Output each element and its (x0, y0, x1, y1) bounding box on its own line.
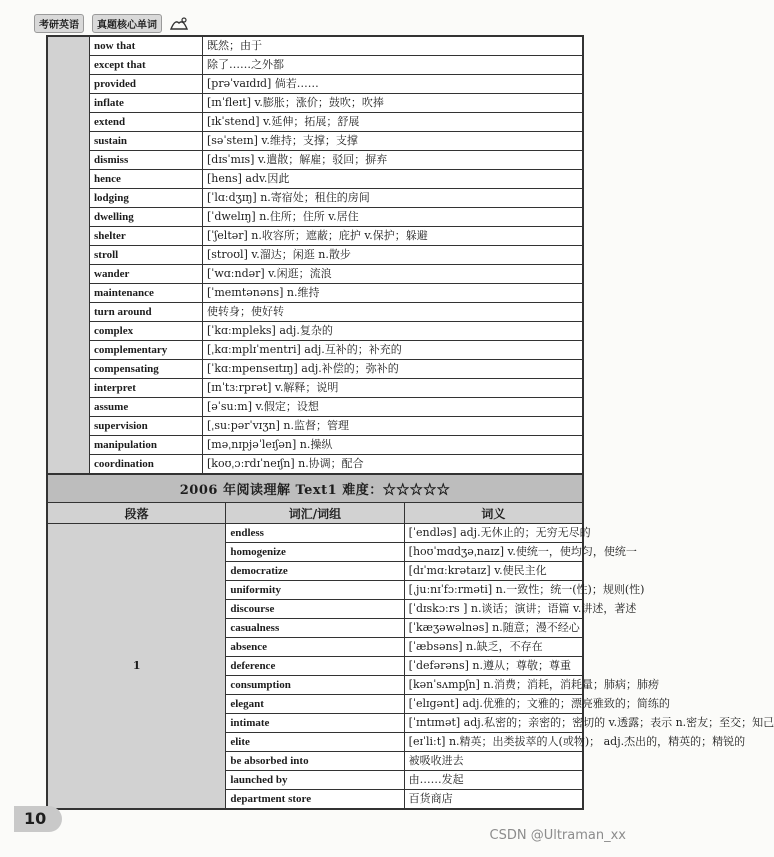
vocab-word: elegant (226, 695, 404, 714)
vocab-meaning: 被吸收进去 (404, 752, 582, 771)
header-tag-exam: 考研英语 (34, 14, 84, 33)
vocab-meaning: [səˈsteɪn] v.维持；支撑；支撑 (203, 132, 583, 151)
vocab-word: coordination (90, 455, 203, 474)
vocab-row (48, 170, 583, 189)
vocab-word: interpret (90, 379, 203, 398)
vocab-meaning: [ɪnˈfleɪt] v.膨胀；涨价；鼓吹；吹捧 (203, 94, 583, 113)
vocab-meaning: 由……发起 (404, 771, 582, 790)
vocab-meaning: 使转身；使好转 (203, 303, 583, 322)
vocab-word: intimate (226, 714, 404, 733)
vocab-meaning: [ˈkɑːmpleks] adj.复杂的 (203, 322, 583, 341)
vocab-row (48, 189, 583, 208)
vocab-meaning: [ˈmeɪntənəns] n.维持 (203, 284, 583, 303)
vocab-word: turn around (90, 303, 203, 322)
vocab-row (48, 436, 583, 455)
vocab-word: shelter (90, 227, 203, 246)
vocab-meaning: [ɪkˈstend] v.延伸；拓展；舒展 (203, 113, 583, 132)
vocab-row (48, 56, 583, 75)
vocab-word: wander (90, 265, 203, 284)
vocab-row (48, 151, 583, 170)
vocab-row (48, 524, 583, 543)
vocab-meaning: [əˈsuːm] v.假定；设想 (203, 398, 583, 417)
vocab-word: compensating (90, 360, 203, 379)
vocab-meaning: [ˈendləs] adj.无休止的；无穷无尽的 (404, 524, 582, 543)
watermark: CSDN @Ultraman_xx (489, 828, 626, 843)
vocab-row (48, 341, 583, 360)
vocab-meaning: 既然；由于 (203, 37, 583, 56)
vocab-row (48, 132, 583, 151)
vocab-word: deference (226, 657, 404, 676)
vocab-word: supervision (90, 417, 203, 436)
vocab-word: consumption (226, 676, 404, 695)
section-title-row (48, 475, 583, 503)
vocab-meaning: [stroʊl] v.溜达；闲逛 n.散步 (203, 246, 583, 265)
vocab-row (48, 75, 583, 94)
vocab-meaning: [hoʊˈmɑdʒəˌnaɪz] v.使统一，使均匀，使统一 (404, 543, 582, 562)
vocab-word: launched by (226, 771, 404, 790)
vocab-word: manipulation (90, 436, 203, 455)
vocab-word: assume (90, 398, 203, 417)
vocab-word: complementary (90, 341, 203, 360)
vocab-meaning: [ˈlɑːdʒɪŋ] n.寄宿处；租住的房间 (203, 189, 583, 208)
vocab-word: sustain (90, 132, 203, 151)
vocab-meaning: [ˈdefərəns] n.遵从；尊敬；尊重 (404, 657, 582, 676)
vocab-word: casualness (226, 619, 404, 638)
vocab-word: now that (90, 37, 203, 56)
vocab-meaning: 除了……之外都 (203, 56, 583, 75)
vocab-meaning: [məˌnɪpjəˈleɪʃən] n.操纵 (203, 436, 583, 455)
vocab-meaning: [ˈwɑːndər] v.闲逛；流浪 (203, 265, 583, 284)
vocab-row (48, 398, 583, 417)
paragraph-cell (48, 37, 90, 474)
vocab-word: dismiss (90, 151, 203, 170)
vocab-row (48, 265, 583, 284)
vocab-word: elite (226, 733, 404, 752)
vocab-table-bottom (47, 474, 774, 809)
vocab-row (48, 303, 583, 322)
vocab-word: stroll (90, 246, 203, 265)
vocab-meaning: [ˌkɑːmplɪˈmentri] adj.互补的；补充的 (203, 341, 583, 360)
vocab-row (48, 37, 583, 56)
vocab-row (48, 208, 583, 227)
vocab-word: department store (226, 790, 404, 809)
vocab-word: dwelling (90, 208, 203, 227)
vocab-word: homogenize (226, 543, 404, 562)
vocab-meaning: [ˈʃeltər] n.收容所；遮蔽；庇护 v.保护；躲避 (203, 227, 583, 246)
vocab-meaning: 百货商店 (404, 790, 582, 809)
section-title: 2006 年阅读理解 Text1 难度：☆☆☆☆☆ (48, 475, 583, 503)
column-header-row (48, 503, 583, 524)
vocab-meaning: [hens] adv.因此 (203, 170, 583, 189)
column-header-meaning: 词义 (404, 503, 582, 524)
vocab-meaning: [ˈelɪgənt] adj.优雅的；文雅的；漂亮雅致的；简练的 (404, 695, 582, 714)
vocab-word: except that (90, 56, 203, 75)
vocab-meaning: [ˈdwelɪŋ] n.住所；住所 v.居住 (203, 208, 583, 227)
vocab-row (48, 284, 583, 303)
vocab-row (48, 227, 583, 246)
vocab-meaning: [ˌsuːpərˈvɪʒn] n.监督；管理 (203, 417, 583, 436)
vocab-word: discourse (226, 600, 404, 619)
vocab-row (48, 94, 583, 113)
vocab-meaning: [ˈkæʒəwəlnəs] n.随意；漫不经心 (404, 619, 582, 638)
vocab-word: absence (226, 638, 404, 657)
vocab-meaning: [prəˈvaɪdɪd] 倘若…… (203, 75, 583, 94)
vocab-meaning: [kənˈsʌmpʃn] n.消费；消耗，消耗量；肺病；肺痨 (404, 676, 582, 695)
column-header-word: 词汇/词组 (226, 503, 404, 524)
vocab-word: provided (90, 75, 203, 94)
vocab-row (48, 322, 583, 341)
vocab-row (48, 417, 583, 436)
vocab-table-top (47, 36, 583, 474)
vocab-word: extend (90, 113, 203, 132)
column-header-section: 段落 (48, 503, 226, 524)
vocab-meaning: [ˌjuːnɪˈfɔːrməti] n.一致性；统一(性)；规则(性) (404, 581, 582, 600)
page-number: 10 (14, 806, 62, 832)
vocab-row (48, 113, 583, 132)
vocab-sheet (46, 35, 774, 810)
vocab-meaning: [dɪsˈmɪs] v.遣散；解雇；驳回；摒弃 (203, 151, 583, 170)
vocab-meaning: [ɪnˈtɜːrprət] v.解释；说明 (203, 379, 583, 398)
vocab-meaning: [ˈæbsəns] n.缺乏，不存在 (404, 638, 582, 657)
vocab-row (48, 455, 583, 474)
vocab-meaning: [ˈɪntɪmət] adj.私密的；亲密的；密切的 v.透露；表示 n.密友；至交；知己 (404, 714, 582, 733)
vocab-word: uniformity (226, 581, 404, 600)
vocab-row (48, 246, 583, 265)
vocab-word: be absorbed into (226, 752, 404, 771)
vocab-word: democratize (226, 562, 404, 581)
vocab-meaning: [koʊˌɔːrdɪˈneɪʃn] n.协调；配合 (203, 455, 583, 474)
vocab-row (48, 379, 583, 398)
vocab-word: maintenance (90, 284, 203, 303)
book-logo-icon (170, 17, 188, 31)
vocab-word: hence (90, 170, 203, 189)
vocab-row (48, 360, 583, 379)
vocab-meaning: [eɪˈliːt] n.精英；出类拔萃的人(或物)； adj.杰出的，精英的；精锐的 (404, 733, 582, 752)
vocab-word: endless (226, 524, 404, 543)
paragraph-cell: 1 (48, 524, 226, 809)
page-header (34, 14, 188, 33)
vocab-meaning: [ˈdɪskɔːrs ] n.谈话；演讲；语篇 v.讲述，著述 (404, 600, 582, 619)
vocab-word: inflate (90, 94, 203, 113)
vocab-meaning: [ˈkɑːmpenseɪtɪŋ] adj.补偿的；弥补的 (203, 360, 583, 379)
vocab-word: complex (90, 322, 203, 341)
header-tag-vocab: 真题核心单词 (92, 14, 162, 33)
vocab-word: lodging (90, 189, 203, 208)
vocab-meaning: [dɪˈmɑːkrətaɪz] v.使民主化 (404, 562, 582, 581)
